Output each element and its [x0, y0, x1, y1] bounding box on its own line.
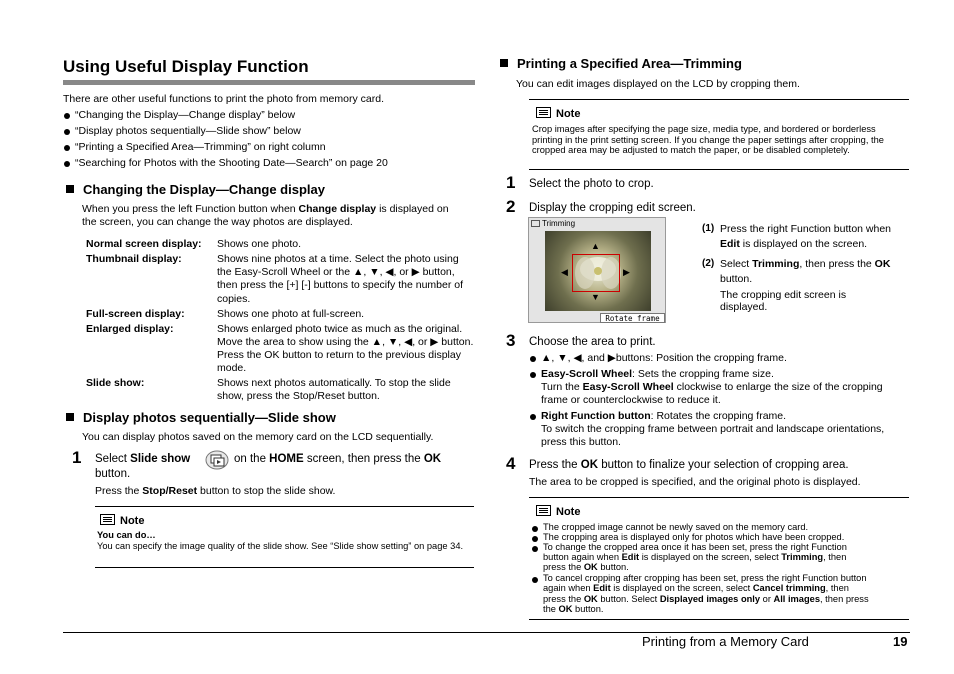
term: Slide show:: [86, 377, 145, 390]
note-text: Crop images after specifying the page size, media type, and bordered or borderless printing in the print setting screen. If you change the paper settings after cropping, the cropped area may be adjusted to match the paper, or be disabled completely.: [532, 124, 884, 156]
substep-text: Edit is displayed on the screen.: [720, 238, 868, 250]
intro-bullet: “Printing a Specified Area—Trimming” on right column: [63, 141, 326, 154]
note-bullet: The cropped image cannot be newly saved on the memory card.: [531, 522, 808, 533]
table-row: [86, 238, 475, 251]
substep-number: (2): [702, 258, 715, 269]
substep-number: (1): [702, 223, 715, 234]
term: Enlarged display:: [86, 322, 174, 335]
subsection-heading-slide-show: Display photos sequentially—Slide show: [66, 410, 336, 426]
note-bullet-detail: press the OK button. Select Displayed images only or All images, then press: [543, 594, 869, 604]
page-number: 19: [893, 634, 908, 649]
note-top-rule: [95, 506, 474, 507]
change-display-text: When you press the left Function button when Change display is displayed on: [82, 203, 449, 215]
note-icon: [536, 505, 551, 516]
table-row: [86, 251, 475, 306]
term: Normal screen display:: [86, 238, 202, 250]
description: Shows nine photos at a time. Select the photo using the Easy-Scroll Wheel or the ▲, ▼, ◀, or ▶ button, then press the [+] [-] buttons to specify the number of copies.: [217, 253, 464, 305]
step-number: 1: [72, 448, 82, 467]
lcd-title: Trimming: [531, 219, 575, 229]
footer-section-title: Printing from a Memory Card: [642, 634, 809, 649]
crop-icon: [531, 220, 540, 227]
note-text: You can specify the image quality of the slide show. See “Slide show setting” on page 34.: [97, 541, 464, 551]
intro-bullet: “Searching for Photos with the Shooting Date—Search” on page 20: [63, 157, 388, 170]
note-heading: Note: [536, 107, 580, 122]
step-text: button.: [95, 468, 131, 480]
down-arrow-icon: ▼: [591, 292, 600, 302]
step3-bullet-detail: Turn the Easy-Scroll Wheel clockwise to enlarge the size of the cropping: [541, 381, 883, 393]
note-bullet-detail: again when Edit is displayed on the screen, select Cancel trimming, then: [543, 583, 849, 593]
substep-text: displayed.: [720, 301, 768, 313]
step3-bullet: Easy-Scroll Wheel: Sets the cropping frame size.: [529, 368, 774, 381]
display-mode-table: [86, 238, 475, 404]
note-bottom-rule: [529, 619, 909, 620]
left-arrow-icon: ◀: [561, 267, 568, 277]
slide-show-icon: [205, 450, 229, 470]
step-number: 1: [506, 173, 516, 192]
title-rule: [63, 80, 475, 85]
square-bullet-icon: [66, 413, 74, 421]
note-icon: [536, 107, 551, 118]
step-number: 4: [506, 454, 516, 473]
table-row: [86, 306, 475, 321]
step-text: on the HOME screen, then press the OK: [234, 453, 442, 465]
step-text: Select Slide show: [95, 453, 191, 465]
step3-bullet-detail: press this button.: [541, 436, 621, 448]
subsection-heading-change-display: Changing the Display—Change display: [66, 182, 325, 198]
note-bullet: To change the cropped area once it has been set, press the right Function: [531, 542, 847, 553]
note-top-rule: [529, 497, 909, 498]
lcd-screen-image: [528, 217, 666, 323]
term: Full-screen display:: [86, 307, 185, 320]
section-title: Using Useful Display Function: [63, 57, 309, 76]
up-arrow-icon: ▲: [591, 241, 600, 251]
step3-bullet: Right Function button: Rotates the cropping frame.: [529, 410, 786, 423]
note-icon: [100, 514, 115, 525]
step-text: Select the photo to crop.: [529, 178, 654, 190]
note-title: You can do…: [97, 530, 156, 540]
note-bottom-rule: [95, 567, 474, 568]
note-bullet: The cropping area is displayed only for photos which have been cropped.: [531, 532, 844, 543]
note-bullet-detail: press the OK button.: [543, 562, 629, 572]
step-subtext: The area to be cropped is specified, and the original photo is displayed.: [529, 476, 861, 488]
subsection-heading-trimming: Printing a Specified Area—Trimming: [500, 56, 742, 72]
right-arrow-icon: ▶: [623, 267, 630, 277]
substep-text: The cropping edit screen is: [720, 289, 847, 301]
step-text: Press the OK button to finalize your selection of cropping area.: [529, 459, 849, 471]
description: Shows one photo.: [217, 238, 302, 250]
square-bullet-icon: [500, 59, 508, 67]
square-bullet-icon: [66, 185, 74, 193]
step-number: 2: [506, 197, 516, 216]
slide-show-text: You can display photos saved on the memory card on the LCD sequentially.: [82, 431, 434, 443]
step3-bullet-detail: frame or counterclockwise to reduce it.: [541, 394, 721, 406]
step-text: Display the cropping edit screen.: [529, 202, 696, 214]
step3-bullet-detail: To switch the cropping frame between portrait and landscape orientations,: [541, 423, 885, 435]
step-number: 3: [506, 331, 516, 350]
intro-bullet: “Changing the Display—Change display” below: [63, 109, 295, 122]
note-bullet-detail: button again when Edit is displayed on the screen, select Trimming, then: [543, 552, 847, 562]
table-row: [86, 321, 475, 376]
substep-text: Press the right Function button when: [720, 223, 892, 235]
step-subtext: Press the Stop/Reset button to stop the slide show.: [95, 485, 336, 497]
cropping-frame[interactable]: [572, 254, 620, 292]
rotate-frame-button[interactable]: Rotate frame: [600, 313, 665, 323]
note-bullet-detail: the OK button.: [543, 604, 604, 614]
term: Thumbnail display:: [86, 253, 182, 266]
note-top-rule: [529, 99, 909, 100]
substep-text: Select Trimming, then press the OK: [720, 258, 891, 270]
note-heading: Note: [536, 505, 580, 520]
table-row: [86, 375, 475, 403]
change-display-text: the screen, you can change the way photos are displayed.: [82, 216, 353, 228]
note-heading: Note: [100, 514, 144, 529]
step-text: Choose the area to print.: [529, 336, 656, 348]
note-bottom-rule: [529, 169, 909, 170]
substep-text: button.: [720, 273, 753, 285]
description: Shows one photo at full-screen.: [217, 307, 365, 320]
intro-bullet: “Display photos sequentially—Slide show” below: [63, 125, 301, 138]
note-bullet: To cancel cropping after cropping has been set, press the right Function button: [531, 573, 867, 584]
description: Shows next photos automatically. To stop the slide show, press the Stop/Reset button.: [217, 377, 451, 403]
description: Shows enlarged photo twice as much as the original. Move the area to show using the ▲, ▼, ◀, or ▶ button. Press the OK button to return to the previous display mode.: [217, 322, 474, 375]
step3-bullet: ▲, ▼, ◀, and ▶buttons: Position the cropping frame.: [529, 352, 787, 365]
intro-text: There are other useful functions to print the photo from memory card.: [63, 93, 384, 105]
footer-rule: [63, 632, 910, 633]
trimming-text: You can edit images displayed on the LCD by cropping them.: [516, 78, 800, 90]
